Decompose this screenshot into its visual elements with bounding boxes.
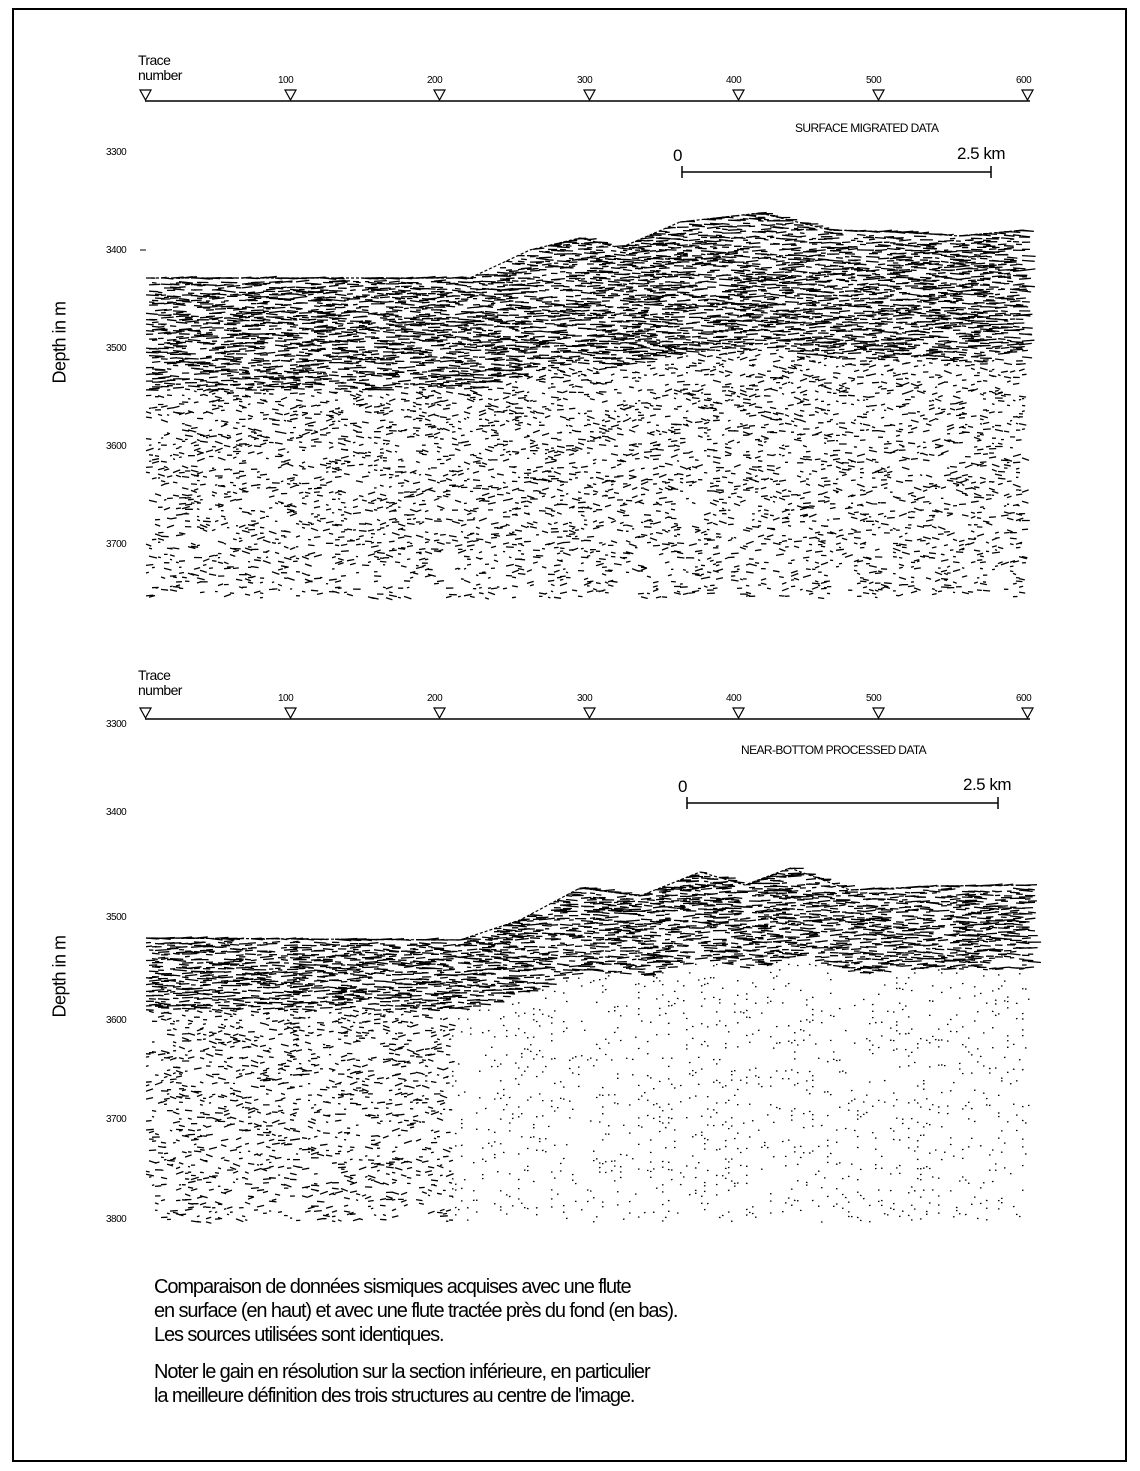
trace-tick-label: 500 xyxy=(866,693,882,704)
trace-tick-label: 600 xyxy=(1016,75,1032,86)
seismic-reflectors xyxy=(146,868,1041,1223)
caption-paragraph-2 xyxy=(154,1360,650,1408)
trace-marker-icon xyxy=(733,90,744,100)
trace-tick-label: 500 xyxy=(866,75,882,86)
scale-end-label: 2.5 km xyxy=(957,144,1006,163)
depth-tick-label: 3500 xyxy=(106,343,127,354)
depth-axis-title: Depth in m xyxy=(49,935,70,1018)
trace-markers xyxy=(140,90,1033,100)
trace-tick-label: 200 xyxy=(427,75,443,86)
trace-tick-label: 400 xyxy=(726,693,742,704)
scale-bar xyxy=(682,166,991,178)
depth-tick-label: 3500 xyxy=(106,912,127,923)
depth-axis-title: Depth in m xyxy=(49,301,70,384)
trace-marker-icon xyxy=(1022,708,1033,718)
depth-tick-label: 3600 xyxy=(106,441,127,452)
trace-tick-label: 100 xyxy=(278,75,294,86)
depth-tick-label: 3300 xyxy=(106,147,127,158)
caption-line: Les sources utilisées sont identiques. xyxy=(154,1324,444,1346)
caption-line: en surface (en haut) et avec une flute tractée près du fond (en bas). xyxy=(154,1300,678,1322)
trace-marker-icon xyxy=(285,90,296,100)
trace-tick-label: 400 xyxy=(726,75,742,86)
trace-marker-icon xyxy=(733,708,744,718)
seismic-section-near-bottom xyxy=(146,868,1041,1223)
trace-marker-icon xyxy=(434,90,445,100)
trace-marker-icon xyxy=(434,708,445,718)
trace-tick-label: 200 xyxy=(427,693,443,704)
trace-axis-title: Trace number xyxy=(138,52,182,83)
trace-marker-icon xyxy=(140,90,151,100)
seismic-section-surface xyxy=(146,213,1036,600)
trace-tick-label: 100 xyxy=(278,693,294,704)
trace-tick-label: 300 xyxy=(577,75,593,86)
trace-tick-label: 600 xyxy=(1016,693,1032,704)
depth-tick-label: 3700 xyxy=(106,1114,127,1125)
depth-tick-label: 3700 xyxy=(106,539,127,550)
data-type-label: NEAR-BOTTOM PROCESSED DATA xyxy=(741,743,927,757)
trace-marker-icon xyxy=(584,708,595,718)
depth-tick-label: 3400 xyxy=(106,245,127,256)
trace-marker-icon xyxy=(285,708,296,718)
caption-line: Comparaison de données sismiques acquises avec une flute xyxy=(154,1276,631,1298)
depth-tick-label: 3600 xyxy=(106,1015,127,1026)
caption-paragraph-1 xyxy=(154,1275,677,1347)
scale-end-label: 2.5 km xyxy=(963,775,1012,794)
trace-markers xyxy=(140,708,1033,718)
trace-tick-label: 300 xyxy=(577,693,593,704)
trace-marker-icon xyxy=(584,90,595,100)
trace-axis-title: Trace number xyxy=(138,667,182,698)
scale-start-label: 0 xyxy=(673,146,682,165)
scale-bar xyxy=(687,797,998,809)
caption-line: Noter le gain en résolution sur la section inférieure, en particulier xyxy=(154,1361,650,1383)
trace-marker-icon xyxy=(1022,90,1033,100)
caption-line: la meilleure définition des trois structures au centre de l'image. xyxy=(154,1385,635,1407)
depth-tick-label: 3800 xyxy=(106,1214,127,1225)
trace-marker-icon xyxy=(873,90,884,100)
seismic-reflectors xyxy=(146,213,1036,600)
depth-tick-label: 3300 xyxy=(106,719,127,730)
depth-tick-label: 3400 xyxy=(106,807,127,818)
trace-marker-icon xyxy=(873,708,884,718)
data-type-label: SURFACE MIGRATED DATA xyxy=(795,121,939,135)
scale-start-label: 0 xyxy=(678,777,687,796)
trace-marker-icon xyxy=(140,708,151,718)
seafloor-reflector xyxy=(146,868,1030,940)
